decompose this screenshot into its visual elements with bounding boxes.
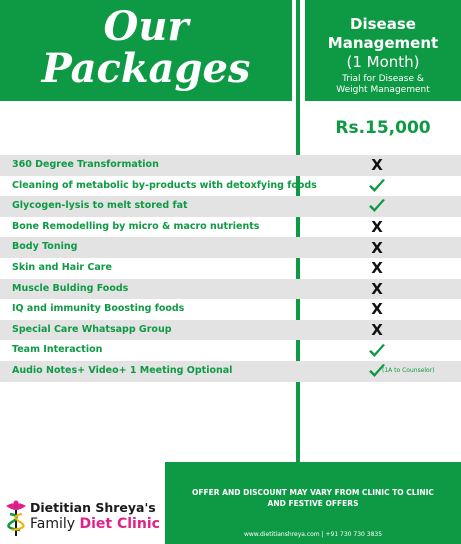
feature-label: 360 Degree Transformation — [12, 159, 159, 170]
caduceus-icon — [4, 498, 28, 538]
footer-banner — [165, 462, 461, 544]
feature-row — [0, 196, 461, 217]
feature-note: (1A to Counselor) — [382, 366, 435, 374]
offer-disclaimer — [165, 487, 461, 509]
feature-row — [0, 258, 461, 279]
feature-row — [0, 340, 461, 361]
feature-label: Team Interaction — [12, 344, 103, 356]
feature-label: Bone Remodelling by micro & macro nutrients — [12, 220, 260, 232]
check-icon — [362, 176, 392, 197]
logo-clinic-text: Diet Clinic — [79, 516, 160, 532]
feature-row — [0, 361, 461, 382]
contact-info: www.dietitianshreya.com | +91 730 730 3835 — [243, 531, 383, 538]
cross-icon: X — [371, 218, 383, 237]
title-line-1: Our — [103, 3, 189, 50]
feature-label: Audio Notes+ Video+ 1 Meeting Optional — [12, 364, 233, 376]
plan-name-line-1: Disease — [350, 15, 416, 33]
plan-note-line-1: Trial for Disease & — [342, 74, 424, 84]
feature-label: Special Care Whatsapp Group — [12, 323, 172, 335]
cross-icon: X — [371, 156, 383, 175]
plan-name-line-2: Management — [327, 34, 439, 52]
cross-icon: X — [371, 259, 383, 278]
feature-label: IQ and immunity Boosting foods — [12, 303, 185, 315]
plan-note — [305, 74, 461, 96]
feature-row — [0, 155, 461, 176]
plan-header — [305, 0, 461, 101]
feature-row — [0, 237, 461, 258]
cross-icon: X — [371, 300, 383, 319]
plan-price: Rs.15,000 — [335, 118, 431, 138]
feature-label: Glycogen-lysis to melt stored fat — [12, 200, 188, 212]
feature-row — [0, 176, 461, 197]
page-title — [0, 3, 292, 92]
check-icon — [362, 340, 392, 361]
logo-line-2 — [30, 516, 160, 532]
feature-row — [0, 279, 461, 300]
cross-icon: X — [371, 321, 383, 340]
feature-label: Body Toning — [12, 241, 78, 253]
feature-label: Muscle Bulding Foods — [12, 282, 129, 294]
cross-icon: X — [371, 238, 383, 257]
check-icon — [362, 196, 392, 217]
logo-family-text: Family — [30, 516, 80, 532]
feature-label: Cleaning of metabolic by-products with detoxfying foods — [12, 179, 317, 191]
logo-line-1: Dietitian Shreya's — [30, 500, 156, 515]
offer-line-1: OFFER AND DISCOUNT MAY VARY FROM CLINIC TO CLINIC — [192, 488, 434, 497]
feature-row — [0, 217, 461, 238]
clinic-logo — [4, 498, 164, 538]
plan-duration: (1 Month) — [346, 53, 420, 71]
feature-row — [0, 320, 461, 341]
plan-name — [305, 15, 461, 53]
plan-note-line-2: Weight Management — [336, 85, 430, 95]
feature-row — [0, 299, 461, 320]
title-line-2: Packages — [41, 45, 251, 92]
feature-list — [0, 155, 461, 382]
feature-label: Skin and Hair Care — [12, 261, 112, 273]
offer-line-2: AND FESTIVE OFFERS — [267, 499, 359, 508]
cross-icon: X — [371, 279, 383, 298]
